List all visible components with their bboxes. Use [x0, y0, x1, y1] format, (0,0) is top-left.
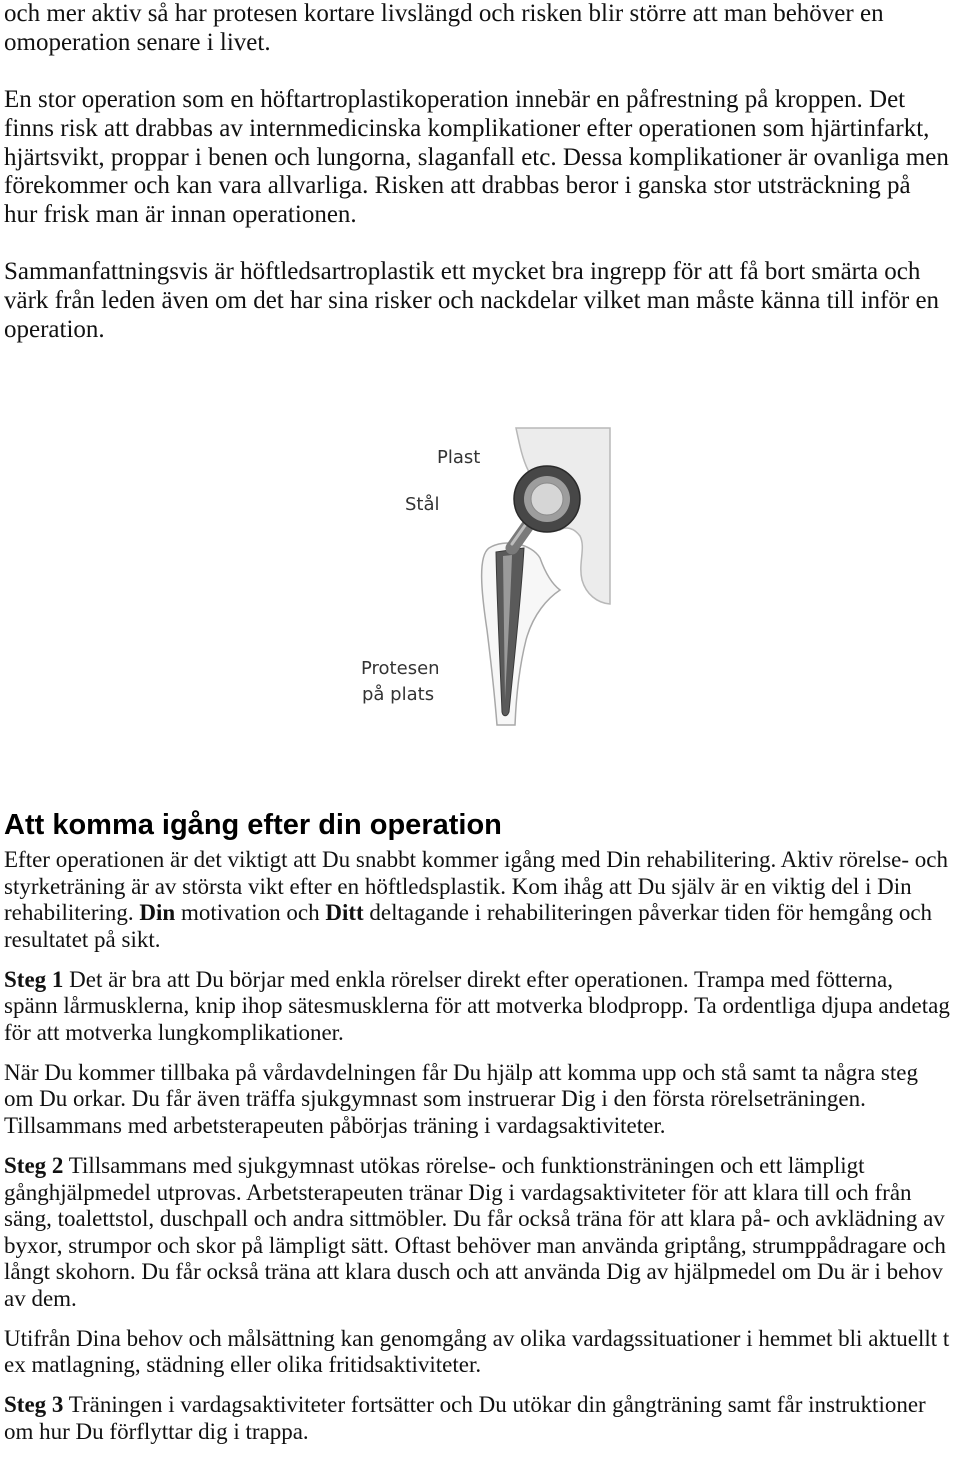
label-pa-plats: på plats [362, 684, 435, 705]
label-plast: Plast [437, 447, 481, 468]
text-line: gånghjälpmedel utprovas. Arbetsterapeuten tränar Dig i vardagsaktiviteter för att klara till och från [4, 1179, 912, 1205]
text-line [4, 900, 956, 927]
text-line: förekommer och kan vara allvarliga. Risken att drabbas beror i ganska stor utsträckning på [4, 172, 911, 200]
paragraph [4, 1326, 956, 1379]
step-label: Steg 2 [4, 1153, 64, 1179]
rehab-text [4, 847, 956, 1459]
paragraph [4, 967, 956, 1047]
section-heading: Att komma igång efter din operation [4, 809, 502, 841]
text-run: rehabilitering. [4, 900, 140, 925]
text-line: resultatet på sikt. [4, 926, 161, 952]
text-line: spänn lårmusklerna, knip ihop sätesmusklerna för att motverka blodpropp. Ta ordentliga djupa andetag [4, 993, 950, 1019]
text-run: Tillsammans med sjukgymnast utökas rörelse- och funktionsträningen och ett lämpligt [63, 1153, 865, 1179]
text-line: Sammanfattningsvis är höftledsartroplastik ett mycket bra ingrepp för att få bort smärta och [4, 258, 921, 286]
paragraph [4, 1060, 956, 1140]
label-protesen: Protesen [361, 658, 440, 679]
femoral-head [531, 483, 563, 515]
text-line: operation. [4, 315, 105, 343]
text-line: säng, toalettstol, duschpall och andra sittmöbler. Du får också träna för att klara på- och avklädning av [4, 1206, 945, 1232]
label-stal: Stål [405, 494, 440, 515]
text-line: hjärtsvikt, proppar i benen och lungorna, slaganfall etc. Dessa komplikationer är ovanliga men [4, 143, 949, 171]
paragraph [4, 1392, 956, 1445]
text-line: En stor operation som en höftartroplastikoperation innebär en påfrestning på kroppen. Det [4, 86, 906, 114]
paragraph [4, 258, 956, 344]
text-line: finns risk att drabbas av internmedicinska komplikationer efter operationen som hjärtinfarkt, [4, 114, 930, 142]
text-line: När Du kommer tillbaka på vårdavdelningen får Du hjälp att komma upp och stå samt ta några steg [4, 1059, 918, 1085]
text-line: och mer aktiv så har protesen kortare livslängd och risken blir större att man behöver en [4, 0, 884, 27]
paragraph [4, 0, 956, 57]
text-line [4, 967, 956, 994]
step-label: Steg 1 [4, 966, 64, 992]
text-line: värk från leden även om det har sina risker och nackdelar vilket man måste känna till inför en [4, 287, 940, 314]
text-line [4, 1392, 956, 1419]
text-line: hur frisk man är innan operationen. [4, 200, 357, 228]
text-line: om hur Du förflyttar dig i trappa. [4, 1418, 309, 1444]
text-line: Tillsammans med arbetsterapeuten påbörjas träning i vardagsaktiviteter. [4, 1112, 666, 1138]
text-line [4, 1153, 956, 1180]
text-run: Det är bra att Du börjar med enkla rörelser direkt efter operationen. Trampa med fötterna, [63, 966, 894, 992]
bold-text: Ditt [325, 900, 364, 925]
text-run: deltagande i rehabiliteringen påverkar tiden för hemgång och [363, 900, 933, 925]
paragraph [4, 847, 956, 953]
text-line: ex matlagning, städning eller olika fritidsaktiviteter. [4, 1352, 482, 1378]
text-line: Utifrån Dina behov och målsättning kan genomgång av olika vardagssituationer i hemmet bli aktuellt t [4, 1325, 950, 1351]
text-line: av dem. [4, 1285, 77, 1311]
hip-prosthesis-figure [340, 420, 630, 740]
paragraph [4, 86, 956, 230]
text-line: Efter operationen är det viktigt att Du snabbt kommer igång med Din rehabilitering. Aktiv rörelse- och [4, 847, 949, 872]
text-line: omoperation senare i livet. [4, 28, 271, 56]
text-run: motivation och [175, 900, 326, 925]
text-line: byxor, strumpor och skor på lämpligt sätt. Oftast behöver man använda griptång, strumppådragare och [4, 1232, 946, 1258]
text-line: om Du orkar. Du får även träffa sjukgymnast som instruerar Dig i den första rörelseträningen. [4, 1086, 866, 1112]
bold-text: Din [139, 900, 176, 925]
paragraph [4, 1153, 956, 1312]
step-label: Steg 3 [4, 1392, 64, 1418]
text-line: för att motverka lungkomplikationer. [4, 1019, 344, 1045]
intro-text [4, 0, 956, 373]
text-run: Träningen i vardagsaktiviteter fortsätter och Du utökar din gångträning samt får instruktioner [63, 1392, 926, 1418]
text-line: styrketräning är av största vikt efter en höftledsplastik. Kom ihåg att Du själv är en viktig del i Din [4, 873, 912, 899]
text-line: långt skohorn. Du får också träna att klara dusch och att använda Dig av hjälpmedel om Du är i behov [4, 1259, 943, 1285]
